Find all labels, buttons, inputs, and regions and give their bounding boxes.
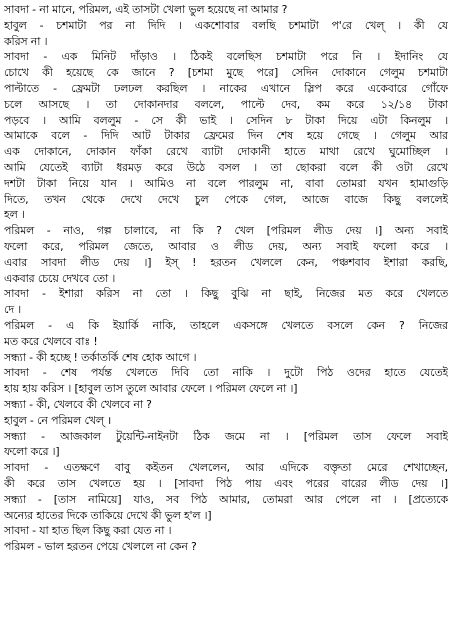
text-line: মত করে খেলবে বাঃ ! (4, 334, 98, 348)
text-line: চলে আসছে । তা দোকানদার বললে, পাল্টে দেব, কম করে ১২/১৪ টাকা (4, 97, 448, 111)
text-line: সাবদা - ইশারা করিস না তো । কিছু বুঝি না ছাই, নিজের মত করে খেলতে (4, 287, 448, 301)
text-line: পড়বে । আমি বললুম - সে কী ভাই । সেদিন ৮ টাকা দিয়ে এটা কিনলুম । (4, 113, 448, 127)
text-line: পাল্টাতে - ফ্রেমটা ঢলঢল করছিল । নাকের এখানে স্লিপ করে একেবারে গোঁফে (4, 81, 448, 95)
text-line: সন্ধ্যা - [তাস নামিয়ে] যাও, সব পিঠ আমার, তোমরা আর পেলে না । [প্রত্যেকে (4, 492, 448, 506)
text-line: একবার চেয়ে দেখবে তো । (4, 271, 116, 285)
text-line: আমি যেতেই ব্যাটা ধরমড় করে উঠে বসল । তা ছোকরা বলে কী ওটা রেখে (4, 160, 448, 174)
text-line: সাবদা - এতক্ষণে বাবু কইতন খেললেন, আর এদিকে বক্তৃতা মেরে শেখাচ্ছেন, (4, 461, 448, 475)
text-line: সাবদা - এক মিনিট দাঁড়াও । ঠিকই বলেছিস চশমাটা পরে নি । ইদানিং যে (4, 50, 448, 64)
text-line: সাবদা - যা হাত ছিল কিছু করা যেত না । (4, 524, 172, 538)
text-line: কী করে তাস খেলতে হয় । [সাবদা পিঠ পায় এবং পরের বারের লীড দেয় ।] (4, 476, 448, 490)
text-line: সন্ধ্যা - কী হচ্ছে ! তর্কাতর্কি শেষ হোক আগে । (4, 350, 197, 364)
text-line: অন্যের হাতের দিকে তাকিয়ে দেখে কী ভুল হ'ল ।] (4, 508, 212, 522)
text-line: হল । (4, 208, 25, 222)
text-line: এক দোকানে, দোকান ফাঁকা রেখে ব্যাটা দোকানী হাতে মাথা রেখে ঘুমোচ্ছিল । (4, 145, 448, 159)
text-line: ফলো করে ।] (4, 445, 60, 459)
text-line: সন্ধ্যা - কী, খেলবে কী খেলবে না ? (4, 397, 152, 411)
text-line: দশটা টাকা নিয়ে যান । আমিও না বলে পারলুম না, বাবা তোমরা যখন হামাগুড়ি (4, 176, 448, 190)
text-line: হায় হায় করিস । [হাবুল তাস তুলে আবার ফেলে । পরিমল ফেলে না ।] (4, 382, 298, 396)
text-line: সাবদা - না মানে, পরিমল, এই তাসটা খেলা ভুল হয়েছে না আমার ? (4, 3, 288, 16)
text-line: করিস না । (4, 34, 48, 48)
text-line: এবার সাবদা লীড দেয় ।] ইস্‌ ! হরতন খেললে কেন, পঞ্চশবাব ইশারা করছি, (4, 255, 448, 269)
text-line: পরিমল - এ কি ইয়ার্কি নাকি, তাহলে একসঙ্গে খেলতে বসলে কেন ? নিজের (4, 318, 448, 332)
text-line: হাবুল - চশমাটা পর না দিদি । একশোবার বলছি চশমাটা প'রে খেল্‌ । কী যে (4, 18, 448, 32)
text-line: পরিমল - ভাল হরতন পেয়ে খেললে না কেন ? (4, 540, 197, 554)
text-line: আমাকে বলে - দিদি আট টাকার ফ্রেমের দিন শেষ হয়ে গেছে । গেলুম আর (4, 129, 448, 143)
text-line: হাবুল - নে পরিমল খেল্‌ । (4, 413, 112, 427)
text-line: সন্ধ্যা - আজকাল টুয়েন্টি-নাইনটা ঠিক জমে না । [পরিমল তাস ফেলে সবাই (4, 429, 448, 443)
text-line: সাবদা - শেষ পর্যন্ত খেলতে দিবি তো নাকি । দুটো পিঠ ওদের হাতে যেতেই (4, 366, 448, 380)
text-line: দিতে, তখন থেকে দেখে দেখে চুল পেকে গেল, আজে বাজে কিছু বললেই (4, 192, 448, 206)
text-line: চোখে কী হয়েছে কে জানে ? [চশমা মুছে পরে] সেদিন দোকানে গেলুম চশমাটা (4, 66, 448, 80)
text-line: পরিমল - নাও, গল্প চালাবে, না কি ? খেল [পরিমল লীড দেয় ।] অন্য সবাই (4, 224, 448, 238)
text-line: দে । (4, 303, 22, 317)
text-line: ফলো করে, পরিমল জেতে, আবার ও লীড দেয়, অন্য সবাই ফলো করে । (4, 239, 448, 253)
